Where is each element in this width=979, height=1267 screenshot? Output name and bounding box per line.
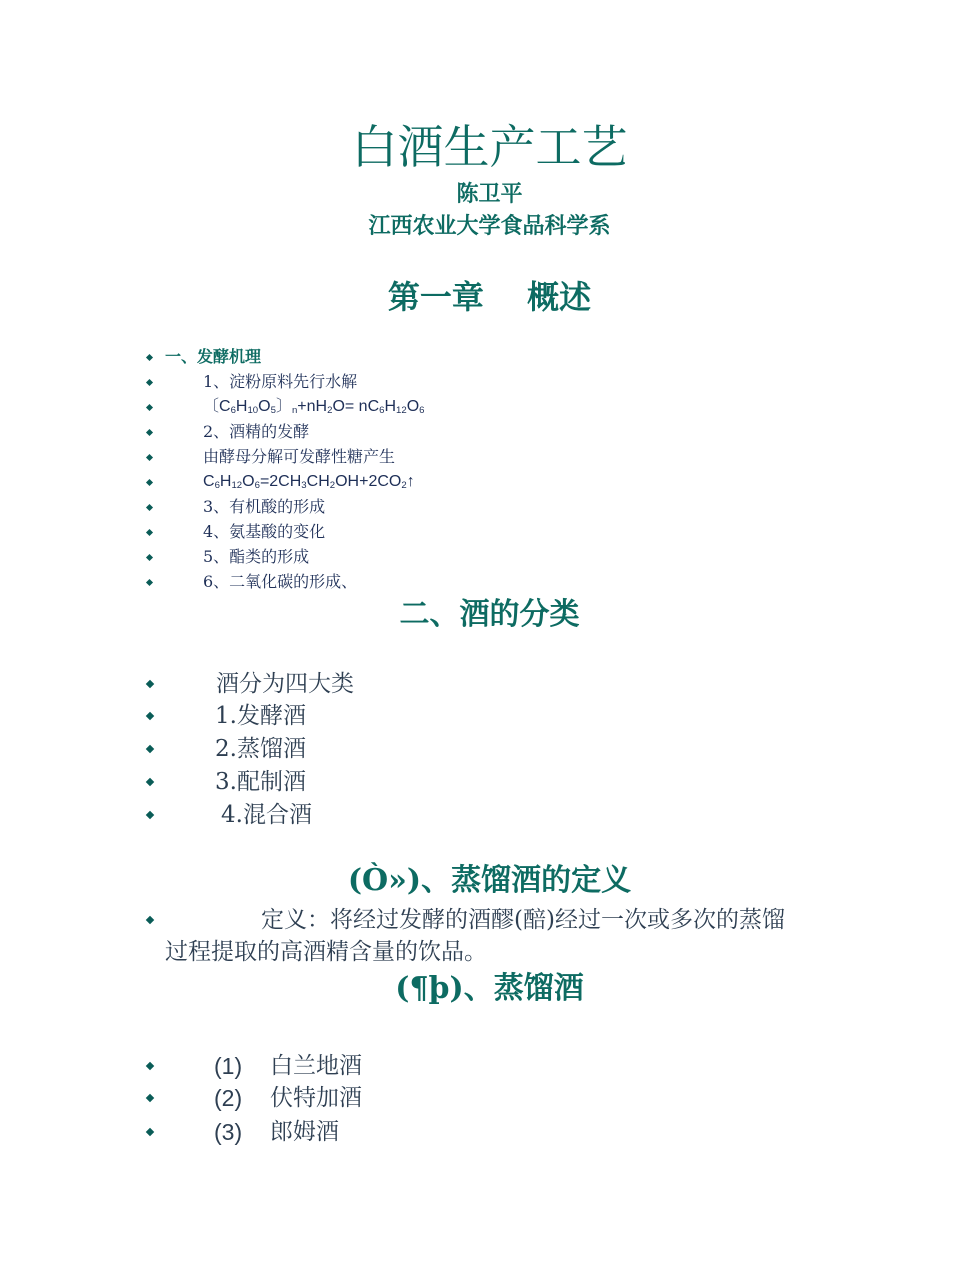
fermentation-formula: $C_6H_{12}O_6=2CH_3CH_2OH+2CO_2↑$ [203,473,415,491]
list-item-text: 酒分为四大类 [216,671,354,697]
diamond-bullet-icon [146,379,153,386]
list-item-text: 1.发酵酒 [215,703,306,729]
diamond-bullet-icon [146,712,154,720]
diamond-bullet-icon [146,1128,154,1136]
list-item-text: 白兰地酒 [270,1053,362,1079]
diamond-bullet-icon [146,579,153,586]
diamond-bullet-icon [146,354,153,361]
diamond-bullet-icon [146,916,154,924]
document-title: 白酒生产工艺 [351,120,628,174]
definition-text: 定义：将经过发酵的酒醪(醅)经过一次或多次的蒸馏 [261,907,785,933]
hydrolysis-formula: 〔$C_6H_{10}O_5$〕$_n+nH_2O= nC_6H_{12}O_6$ [203,398,425,416]
list-item-text: 6、二氧化碳的形成、 [203,572,358,591]
author-affiliation: 江西农业大学食品科学系 [368,213,611,239]
diamond-bullet-icon [146,680,154,688]
chapter-heading: 第一章 概述 [387,278,592,316]
diamond-bullet-icon [146,529,153,536]
up-arrow-icon: ↑ [406,473,415,490]
diamond-bullet-icon [146,479,153,486]
diamond-bullet-icon [146,404,153,411]
list-item-number: (1) [214,1053,243,1079]
diamond-bullet-icon [146,554,153,561]
list-item-text: 4、氨基酸的变化 [203,522,326,541]
list-item-text: 5、酯类的形成 [203,547,310,566]
diamond-bullet-icon [146,778,154,786]
list-item-number: (3) [214,1119,243,1145]
diamond-bullet-icon [146,811,154,819]
diamond-bullet-icon [146,454,153,461]
section-heading-fermentation: 一、发酵机理 [165,347,262,366]
diamond-bullet-icon [146,745,154,753]
list-item-text: 由酵母分解可发酵性糖产生 [203,447,396,466]
author-name: 陈卫平 [456,181,523,207]
diamond-bullet-icon [146,429,153,436]
diamond-bullet-icon [146,504,153,511]
list-item-text: 3.配制酒 [215,769,306,795]
list-item-text: 2、酒精的发酵 [203,422,310,441]
list-item-text: 郎姆酒 [270,1119,339,1145]
section-heading-classification: 二、酒的分类 [399,597,580,632]
list-item-text: 1、淀粉原料先行水解 [203,372,358,391]
diamond-bullet-icon [146,1094,154,1102]
list-item-text: 4.混合酒 [221,802,312,828]
section-heading-definition: (Ò»)、蒸馏酒的定义 [347,863,632,898]
list-item-number: (2) [214,1085,243,1111]
list-item-text: 2.蒸馏酒 [215,736,306,762]
section-heading-distilled: (¶þ)、蒸馏酒 [395,971,584,1006]
definition-text-continued: 过程提取的高酒精含量的饮品。 [165,939,487,965]
list-item-text: 伏特加酒 [270,1085,362,1111]
diamond-bullet-icon [146,1062,154,1070]
list-item-text: 3、有机酸的形成 [203,497,326,516]
